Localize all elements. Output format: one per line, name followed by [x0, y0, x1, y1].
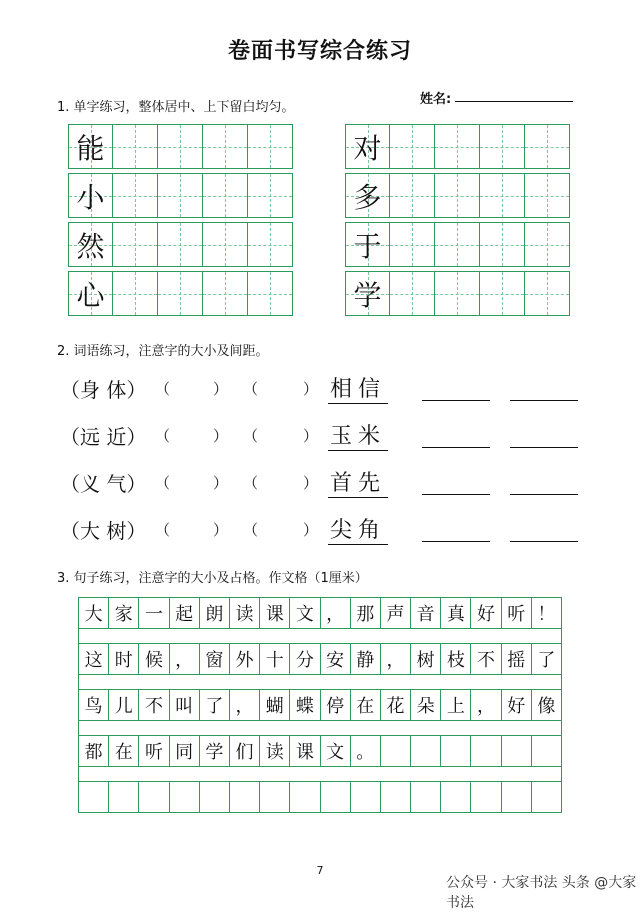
- composition-cell[interactable]: 大: [79, 597, 109, 629]
- composition-cell[interactable]: [411, 781, 441, 813]
- practice-cell[interactable]: [435, 222, 480, 267]
- composition-gap: [78, 629, 562, 643]
- composition-cell[interactable]: [79, 781, 109, 813]
- composition-cell[interactable]: [471, 735, 501, 767]
- section3-label: 3. 句子练习，注意字的大小及占格。作文格（1厘米）: [57, 571, 368, 586]
- composition-cell[interactable]: 听: [139, 735, 169, 767]
- composition-cell[interactable]: 读: [260, 735, 290, 767]
- composition-cell[interactable]: 朗: [200, 597, 230, 629]
- composition-cell[interactable]: 在: [351, 689, 381, 721]
- paren-open: （: [155, 427, 171, 445]
- sample-char: 多: [353, 180, 382, 214]
- composition-cell[interactable]: 了: [532, 643, 562, 675]
- composition-cell[interactable]: [532, 781, 562, 813]
- tianzige-row: [68, 222, 293, 267]
- sample-char-cell: [345, 271, 390, 316]
- sample-char: 能: [76, 131, 105, 165]
- composition-cell[interactable]: 蝶: [290, 689, 320, 721]
- paren-close: ）: [213, 474, 229, 492]
- word-hint: （义 气）: [60, 472, 147, 496]
- practice-cell[interactable]: [435, 173, 480, 218]
- composition-cell[interactable]: [471, 781, 501, 813]
- composition-cell[interactable]: 不: [139, 689, 169, 721]
- given-word: 首先: [328, 466, 388, 498]
- practice-cell[interactable]: [248, 271, 293, 316]
- composition-row: [78, 597, 562, 629]
- composition-cell[interactable]: [381, 735, 411, 767]
- composition-row: [78, 735, 562, 767]
- answer-blank[interactable]: [510, 541, 578, 542]
- answer-blank[interactable]: [422, 447, 490, 448]
- sample-char-cell: [68, 271, 113, 316]
- paren-open: （: [243, 521, 259, 539]
- practice-cell[interactable]: [203, 124, 248, 169]
- answer-blank[interactable]: [510, 494, 578, 495]
- practice-cell[interactable]: [158, 173, 203, 218]
- practice-cell[interactable]: [435, 124, 480, 169]
- composition-cell[interactable]: 十: [260, 643, 290, 675]
- sample-char: 于: [353, 229, 382, 263]
- composition-cell[interactable]: 文: [290, 597, 320, 629]
- composition-cell[interactable]: 了: [200, 689, 230, 721]
- practice-cell[interactable]: [480, 271, 525, 316]
- composition-cell[interactable]: 同: [170, 735, 200, 767]
- composition-cell[interactable]: 读: [230, 597, 260, 629]
- sample-char-cell: [345, 124, 390, 169]
- practice-cell[interactable]: [248, 124, 293, 169]
- watermark: 公众号 · 大家书法 头条 @大家书法: [446, 875, 637, 911]
- page-number: 7: [316, 864, 324, 877]
- composition-cell[interactable]: 好: [502, 689, 532, 721]
- practice-cell[interactable]: [113, 173, 158, 218]
- word-hint: （大 树）: [60, 519, 147, 543]
- paren-open: （: [155, 521, 171, 539]
- paren-close: ）: [213, 380, 229, 398]
- paren-close: ）: [303, 474, 319, 492]
- composition-cell[interactable]: 候: [139, 643, 169, 675]
- composition-cell[interactable]: 叫: [170, 689, 200, 721]
- practice-cell[interactable]: [158, 124, 203, 169]
- practice-cell[interactable]: [203, 222, 248, 267]
- sample-char: 学: [353, 278, 382, 312]
- name-label: 姓名:: [420, 92, 452, 107]
- word-row: [60, 419, 580, 453]
- paren-close: ）: [303, 380, 319, 398]
- composition-cell[interactable]: 都: [79, 735, 109, 767]
- composition-cell[interactable]: 外: [230, 643, 260, 675]
- tianzige-row: [68, 271, 293, 316]
- name-field[interactable]: [455, 101, 573, 102]
- sample-char-cell: [345, 222, 390, 267]
- practice-cell[interactable]: [158, 271, 203, 316]
- composition-cell[interactable]: 一: [139, 597, 169, 629]
- composition-cell[interactable]: 蝴: [260, 689, 290, 721]
- composition-cell[interactable]: 停: [321, 689, 351, 721]
- composition-cell[interactable]: 这: [79, 643, 109, 675]
- composition-cell[interactable]: [441, 735, 471, 767]
- composition-cell[interactable]: [381, 781, 411, 813]
- composition-cell[interactable]: [290, 781, 320, 813]
- paren-close: ）: [303, 427, 319, 445]
- paren-close: ）: [303, 521, 319, 539]
- composition-cell[interactable]: [411, 735, 441, 767]
- composition-cell[interactable]: [260, 781, 290, 813]
- sample-char-cell: [68, 124, 113, 169]
- composition-cell[interactable]: 安: [321, 643, 351, 675]
- practice-cell[interactable]: [390, 124, 435, 169]
- composition-cell[interactable]: 窗: [200, 643, 230, 675]
- paren-open: （: [243, 427, 259, 445]
- practice-cell[interactable]: [480, 124, 525, 169]
- composition-cell[interactable]: [502, 781, 532, 813]
- composition-cell[interactable]: 真: [441, 597, 471, 629]
- composition-cell[interactable]: 课: [260, 597, 290, 629]
- composition-cell[interactable]: [351, 781, 381, 813]
- word-row: [60, 466, 580, 500]
- composition-cell[interactable]: 听: [502, 597, 532, 629]
- composition-cell[interactable]: [321, 781, 351, 813]
- word-row: [60, 513, 580, 547]
- practice-cell[interactable]: [203, 271, 248, 316]
- sample-char: 小: [76, 180, 105, 214]
- practice-cell[interactable]: [248, 222, 293, 267]
- practice-cell[interactable]: [390, 222, 435, 267]
- section2-label: 2. 词语练习，注意字的大小及间距。: [57, 344, 269, 359]
- composition-cell[interactable]: 像: [532, 689, 562, 721]
- composition-cell[interactable]: 课: [290, 735, 320, 767]
- paren-open: （: [155, 380, 171, 398]
- practice-cell[interactable]: [480, 173, 525, 218]
- composition-cell[interactable]: 花: [381, 689, 411, 721]
- practice-cell[interactable]: [158, 222, 203, 267]
- answer-blank[interactable]: [422, 400, 490, 401]
- composition-cell[interactable]: 好: [471, 597, 501, 629]
- composition-cell[interactable]: 文: [321, 735, 351, 767]
- composition-cell[interactable]: 朵: [411, 689, 441, 721]
- composition-cell[interactable]: 家: [109, 597, 139, 629]
- practice-cell[interactable]: [435, 271, 480, 316]
- composition-cell[interactable]: ，: [381, 643, 411, 675]
- practice-cell[interactable]: [113, 271, 158, 316]
- section1-label: 1. 单字练习，整体居中、上下留白均匀。: [57, 100, 295, 115]
- tianzige-row: [68, 173, 293, 218]
- practice-cell[interactable]: [113, 222, 158, 267]
- composition-cell[interactable]: 在: [109, 735, 139, 767]
- given-word: 相信: [328, 372, 388, 404]
- word-row: [60, 372, 580, 406]
- word-hint: （远 近）: [60, 425, 147, 449]
- composition-cell[interactable]: 音: [411, 597, 441, 629]
- paren-close: ）: [213, 427, 229, 445]
- tianzige-row: [345, 222, 570, 267]
- composition-cell[interactable]: ，: [321, 597, 351, 629]
- answer-blank[interactable]: [422, 541, 490, 542]
- composition-row: [78, 643, 562, 675]
- composition-cell[interactable]: [200, 781, 230, 813]
- tianzige-row: [68, 124, 293, 169]
- composition-row: [78, 689, 562, 721]
- composition-cell[interactable]: ，: [230, 689, 260, 721]
- composition-cell[interactable]: ，: [471, 689, 501, 721]
- composition-cell[interactable]: 上: [441, 689, 471, 721]
- given-word: 尖角: [328, 513, 388, 545]
- composition-cell[interactable]: ！: [532, 597, 562, 629]
- composition-cell[interactable]: 起: [170, 597, 200, 629]
- practice-cell[interactable]: [525, 124, 570, 169]
- practice-cell[interactable]: [480, 222, 525, 267]
- composition-cell[interactable]: 不: [471, 643, 501, 675]
- word-hint: （身 体）: [60, 378, 147, 402]
- given-word: 玉米: [328, 419, 388, 451]
- composition-cell[interactable]: 鸟: [79, 689, 109, 721]
- composition-cell[interactable]: [109, 781, 139, 813]
- composition-cell[interactable]: 那: [351, 597, 381, 629]
- composition-gap: [78, 767, 562, 781]
- composition-cell[interactable]: 声: [381, 597, 411, 629]
- practice-cell[interactable]: [390, 173, 435, 218]
- page-title: 卷面书写综合练习: [227, 39, 412, 64]
- practice-cell[interactable]: [525, 271, 570, 316]
- composition-gap: [78, 675, 562, 689]
- sample-char-cell: [68, 173, 113, 218]
- composition-cell[interactable]: 树: [411, 643, 441, 675]
- tianzige-row: [345, 124, 570, 169]
- composition-cell[interactable]: 。: [351, 735, 381, 767]
- composition-cell[interactable]: [139, 781, 169, 813]
- practice-cell[interactable]: [525, 173, 570, 218]
- sample-char: 对: [353, 131, 382, 165]
- composition-cell[interactable]: ，: [170, 643, 200, 675]
- answer-blank[interactable]: [510, 447, 578, 448]
- sample-char: 然: [76, 229, 105, 263]
- composition-row: [78, 781, 562, 813]
- composition-cell[interactable]: 枝: [441, 643, 471, 675]
- composition-gap: [78, 721, 562, 735]
- sample-char-cell: [68, 222, 113, 267]
- composition-cell[interactable]: 儿: [109, 689, 139, 721]
- paren-open: （: [155, 474, 171, 492]
- practice-cell[interactable]: [525, 222, 570, 267]
- composition-cell[interactable]: [441, 781, 471, 813]
- practice-cell[interactable]: [203, 173, 248, 218]
- composition-grid: [78, 597, 562, 813]
- practice-cell[interactable]: [248, 173, 293, 218]
- practice-cell[interactable]: [390, 271, 435, 316]
- tianzige-row: [345, 271, 570, 316]
- composition-cell[interactable]: 分: [290, 643, 320, 675]
- sample-char: 心: [76, 278, 105, 312]
- composition-cell[interactable]: 学: [200, 735, 230, 767]
- answer-blank[interactable]: [422, 494, 490, 495]
- composition-cell[interactable]: 摇: [502, 643, 532, 675]
- paren-close: ）: [213, 521, 229, 539]
- composition-cell[interactable]: [532, 735, 562, 767]
- composition-cell[interactable]: 时: [109, 643, 139, 675]
- sample-char-cell: [345, 173, 390, 218]
- paren-open: （: [243, 380, 259, 398]
- composition-cell[interactable]: 们: [230, 735, 260, 767]
- composition-cell[interactable]: 静: [351, 643, 381, 675]
- answer-blank[interactable]: [510, 400, 578, 401]
- tianzige-row: [345, 173, 570, 218]
- composition-cell[interactable]: [230, 781, 260, 813]
- practice-cell[interactable]: [113, 124, 158, 169]
- composition-cell[interactable]: [170, 781, 200, 813]
- paren-open: （: [243, 474, 259, 492]
- composition-cell[interactable]: [502, 735, 532, 767]
